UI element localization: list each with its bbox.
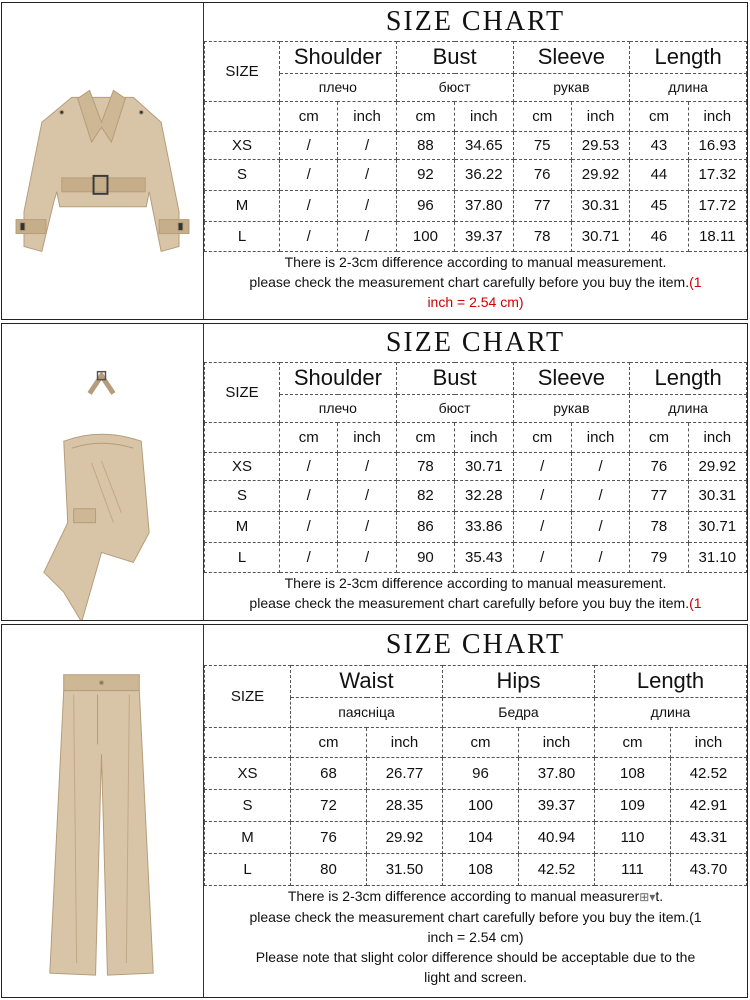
unit-cell: cm [630,422,688,452]
col-header-length: Length [630,41,747,73]
value-cell: 46 [630,221,688,251]
col-header-sleeve: Sleeve [513,362,630,394]
unit-cell: cm [443,727,519,757]
value-cell: 108 [443,853,519,885]
table-row [205,221,747,251]
value-cell: 37.80 [455,190,513,221]
value-cell: 18.11 [688,221,746,251]
value-cell: 16.93 [688,131,746,159]
value-cell: 44 [630,159,688,190]
measurement-note [205,251,747,312]
note-line: inch = 2.54 cm) [427,928,524,945]
value-cell: 100 [396,221,454,251]
unit-cell: inch [671,727,747,757]
value-cell: 78 [396,452,454,480]
table-row [205,789,747,821]
value-cell: 68 [291,757,367,789]
size-cell: S [205,480,280,511]
value-cell: / [338,511,396,542]
value-cell: 29.53 [571,131,629,159]
col-header-sleeve: Sleeve [513,41,630,73]
size-table-jacket [204,3,747,312]
value-cell: / [280,480,338,511]
value-cell: 37.80 [519,757,595,789]
value-cell: 110 [595,821,671,853]
value-cell: 34.65 [455,131,513,159]
size-cell: L [205,542,280,572]
table-row [205,480,747,511]
unit-cell: cm [280,101,338,131]
halter-top-image [2,324,204,620]
value-cell: 29.92 [571,159,629,190]
size-cell: M [205,821,291,853]
value-cell: / [513,452,571,480]
size-table-top [204,324,747,613]
col-header-bust: Bust [396,41,513,73]
table-row [205,159,747,190]
unit-cell: inch [688,422,746,452]
col-header-length-ru: длина [630,73,747,101]
size-cell: S [205,159,280,190]
value-cell: / [571,542,629,572]
col-header-shoulder: Shoulder [280,362,397,394]
value-cell: 80 [291,853,367,885]
value-cell: 29.92 [688,452,746,480]
value-cell: 28.35 [367,789,443,821]
value-cell: 76 [513,159,571,190]
size-cell: XS [205,757,291,789]
value-cell: / [280,159,338,190]
value-cell: 78 [513,221,571,251]
value-cell: 90 [396,542,454,572]
value-cell: 17.32 [688,159,746,190]
value-cell: / [280,190,338,221]
note-line: please check the measurement chart carefully before you buy the item.(1 [249,594,702,611]
value-cell: 31.50 [367,853,443,885]
chart-title: SIZE CHART [385,628,566,660]
value-cell: 88 [396,131,454,159]
value-cell: 33.86 [455,511,513,542]
blank-cell [205,101,280,131]
value-cell: 76 [291,821,367,853]
unit-cell: cm [630,101,688,131]
value-cell: 30.71 [571,221,629,251]
unit-cell: inch [367,727,443,757]
value-cell: / [280,452,338,480]
size-chart-panel-top [1,323,748,621]
value-cell: / [338,452,396,480]
col-header-bust-ru: бюст [396,73,513,101]
col-header-sleeve-ru: рукав [513,394,630,422]
value-cell: / [571,452,629,480]
table-row [205,452,747,480]
chart-title: SIZE CHART [385,5,566,37]
size-table-pants [204,625,747,987]
unit-cell: cm [595,727,671,757]
value-cell: 43 [630,131,688,159]
value-cell: 111 [595,853,671,885]
measurement-note [205,572,747,613]
size-header: SIZE [205,665,291,727]
unit-cell: inch [571,422,629,452]
col-header-hips: Hips [443,665,595,697]
value-cell: 92 [396,159,454,190]
note-line: There is 2-3cm difference according to manual measurer⊞▾t. [287,887,664,904]
value-cell: 76 [630,452,688,480]
value-cell: 45 [630,190,688,221]
value-cell: / [280,221,338,251]
col-header-length-ru: длина [595,697,747,727]
col-header-sleeve-ru: рукав [513,73,630,101]
value-cell: / [513,542,571,572]
note-line: There is 2-3cm difference according to manual measurement. [284,574,667,591]
col-header-bust: Bust [396,362,513,394]
value-cell: / [338,190,396,221]
col-header-waist-ru: паясніца [291,697,443,727]
size-cell: M [205,190,280,221]
value-cell: 30.31 [571,190,629,221]
unit-cell: cm [513,101,571,131]
unit-cell: cm [513,422,571,452]
table-row [205,190,747,221]
size-cell: XS [205,452,280,480]
size-cell: XS [205,131,280,159]
wide-leg-pants-image [2,625,204,997]
value-cell: 75 [513,131,571,159]
value-cell: 86 [396,511,454,542]
value-cell: 30.31 [688,480,746,511]
value-cell: 26.77 [367,757,443,789]
note-line: light and screen. [424,968,527,985]
value-cell: / [513,511,571,542]
col-header-shoulder-ru: плечо [280,73,397,101]
value-cell: 36.22 [455,159,513,190]
value-cell: 109 [595,789,671,821]
value-cell: 104 [443,821,519,853]
unit-cell: inch [455,101,513,131]
value-cell: 32.28 [455,480,513,511]
value-cell: 42.52 [671,757,747,789]
size-cell: L [205,221,280,251]
value-cell: 82 [396,480,454,511]
value-cell: / [571,480,629,511]
chart-title: SIZE CHART [385,326,566,358]
note-red-text: (1 [689,594,702,611]
value-cell: 96 [396,190,454,221]
col-header-hips-ru: Бедра [443,697,595,727]
unit-cell: inch [519,727,595,757]
col-header-shoulder: Shoulder [280,41,397,73]
value-cell: / [338,542,396,572]
table-row [205,131,747,159]
value-cell: / [280,131,338,159]
value-cell: 39.37 [519,789,595,821]
measurement-note [205,885,747,987]
value-cell: / [338,480,396,511]
unit-cell: cm [291,727,367,757]
value-cell: 96 [443,757,519,789]
size-chart-panel-jacket [1,2,748,320]
unit-cell: inch [571,101,629,131]
unit-cell: inch [688,101,746,131]
col-header-length-ru: длина [630,394,747,422]
note-line: please check the measurement chart carefully before you buy the item.(1 [249,908,702,925]
cropped-jacket-image [2,3,204,319]
value-cell: / [338,221,396,251]
col-header-length: Length [630,362,747,394]
size-cell: L [205,853,291,885]
value-cell: 30.71 [455,452,513,480]
value-cell: / [513,480,571,511]
unit-cell: cm [396,422,454,452]
value-cell: 42.91 [671,789,747,821]
edit-table-icon: ⊞▾ [639,889,656,904]
unit-cell: cm [280,422,338,452]
note-red-text: (1 [689,273,702,290]
value-cell: 100 [443,789,519,821]
blank-cell [205,727,291,757]
table-row [205,511,747,542]
note-line: inch = 2.54 cm) [427,293,524,310]
note-line: please check the measurement chart carefully before you buy the item.(1 [249,273,702,290]
value-cell: / [280,542,338,572]
unit-cell: cm [396,101,454,131]
value-cell: 39.37 [455,221,513,251]
value-cell: 79 [630,542,688,572]
value-cell: 108 [595,757,671,789]
value-cell: / [571,511,629,542]
value-cell: 35.43 [455,542,513,572]
size-cell: M [205,511,280,542]
value-cell: 30.71 [688,511,746,542]
col-header-waist: Waist [291,665,443,697]
table-row [205,757,747,789]
value-cell: 43.31 [671,821,747,853]
table-row [205,853,747,885]
size-header: SIZE [205,362,280,422]
value-cell: 42.52 [519,853,595,885]
value-cell: 78 [630,511,688,542]
value-cell: 43.70 [671,853,747,885]
note-line: There is 2-3cm difference according to manual measurement. [284,253,667,270]
value-cell: / [338,131,396,159]
unit-cell: inch [338,101,396,131]
size-cell: S [205,789,291,821]
blank-cell [205,422,280,452]
note-line: Please note that slight color difference should be acceptable due to the [255,948,696,965]
table-row [205,821,747,853]
value-cell: 40.94 [519,821,595,853]
unit-cell: inch [455,422,513,452]
value-cell: 72 [291,789,367,821]
value-cell: 77 [630,480,688,511]
size-header: SIZE [205,41,280,101]
value-cell: 77 [513,190,571,221]
value-cell: 31.10 [688,542,746,572]
value-cell: 17.72 [688,190,746,221]
col-header-bust-ru: бюст [396,394,513,422]
size-chart-panel-pants [1,624,748,998]
unit-cell: inch [338,422,396,452]
value-cell: / [280,511,338,542]
value-cell: / [338,159,396,190]
table-row [205,542,747,572]
col-header-shoulder-ru: плечо [280,394,397,422]
col-header-length: Length [595,665,747,697]
value-cell: 29.92 [367,821,443,853]
